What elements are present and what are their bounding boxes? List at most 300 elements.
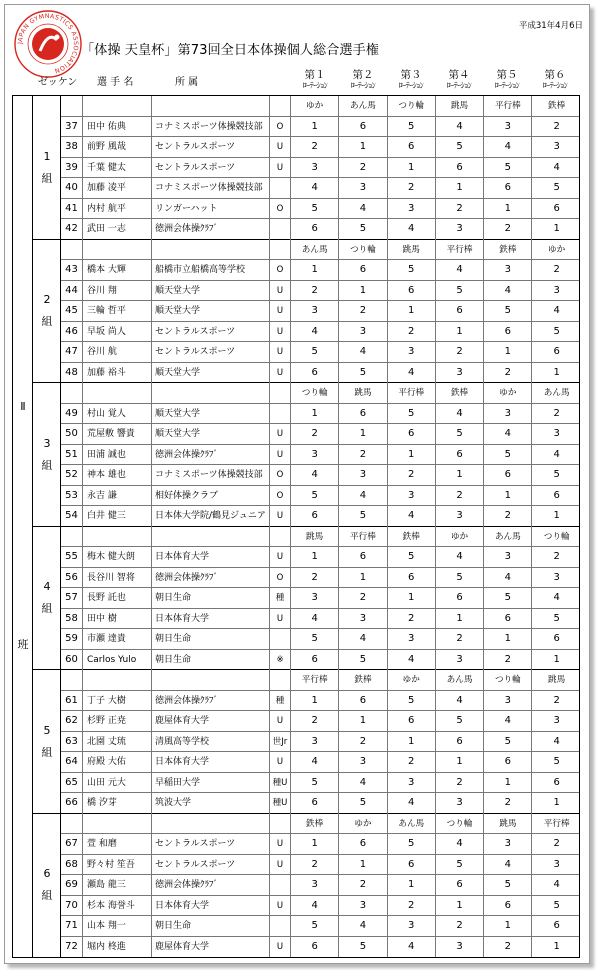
group-number: 1: [43, 149, 51, 163]
group-number: 3: [43, 436, 51, 450]
order-cell: 2: [553, 407, 560, 419]
player-affiliation: 徳洲会体操ｸﾗﾌﾞ: [152, 445, 270, 465]
order-cell: 6: [291, 937, 339, 958]
table-row: [61, 773, 580, 794]
player-affiliation: セントラルスポーツ: [152, 855, 270, 875]
order-cell: 1: [291, 117, 339, 137]
player-category: U: [270, 834, 291, 854]
order-cell: 5: [436, 855, 484, 875]
order-cell: 1: [339, 424, 387, 444]
order-cell: 2: [291, 855, 339, 875]
bib-number: 47: [61, 342, 83, 362]
order-cell: 5: [484, 875, 532, 895]
bib-number: 71: [61, 916, 83, 936]
empty-cell: [61, 240, 83, 260]
player-category: U: [270, 281, 291, 301]
player-affiliation: 徳洲会体操ｸﾗﾌﾞ: [152, 568, 270, 588]
apparatus-row: [61, 96, 580, 117]
order-cell: 4: [484, 855, 532, 875]
order-cell: 2: [436, 629, 484, 649]
player-name: 前野 風哉: [83, 137, 152, 157]
player-affiliation: 日本体育大学: [152, 752, 270, 772]
order-cell: 4: [388, 219, 436, 240]
order-cell: 3: [291, 588, 339, 608]
order-cell: 1: [291, 547, 339, 567]
order-cell: 3: [484, 260, 532, 280]
player-affiliation: セントラルスポーツ: [152, 158, 270, 178]
order-cell: 2: [388, 896, 436, 916]
order-cell: 5: [436, 711, 484, 731]
player-name: 田浦 誠也: [83, 445, 152, 465]
group-block: [33, 814, 580, 958]
order-cell: 2: [291, 568, 339, 588]
player-category: U: [270, 711, 291, 731]
column-header: [5, 69, 589, 91]
rotation-table: [12, 95, 580, 958]
order-cell: 2: [553, 694, 560, 706]
order-cell: 4: [436, 547, 484, 567]
order-cell: 3: [484, 547, 532, 567]
order-cell: 2: [291, 711, 339, 731]
order-cell: 6: [291, 363, 339, 384]
order-cell: 4: [388, 506, 436, 527]
order-cell: 3: [553, 284, 560, 296]
player-name: 村山 覚人: [83, 404, 152, 424]
apparatus-cell: つり輪: [436, 814, 484, 834]
group-label: [33, 814, 61, 958]
rotation-label: 第３: [400, 69, 422, 81]
player-name: 加藤 裕斗: [83, 363, 152, 384]
order-cell: 3: [291, 732, 339, 752]
rotation-header-3: [385, 69, 437, 91]
order-cell: 5: [436, 281, 484, 301]
player-name: 北園 丈琉: [83, 732, 152, 752]
player-name: 長谷川 智将: [83, 568, 152, 588]
bib-number: 38: [61, 137, 83, 157]
order-cell: 4: [291, 896, 339, 916]
order-cell: 2: [339, 588, 387, 608]
order-cell: 1: [291, 691, 339, 711]
player-name: 谷川 航: [83, 342, 152, 362]
order-cell: 3: [388, 199, 436, 219]
order-cell: 2: [553, 264, 560, 275]
bib-number: 41: [61, 199, 83, 219]
order-cell: 1: [484, 342, 532, 362]
empty-cell: [61, 96, 83, 116]
order-cell: 1: [484, 486, 532, 506]
order-cell: 3: [339, 465, 387, 485]
group-suffix: 組: [41, 171, 53, 185]
player-affiliation: 日本体育大学: [152, 896, 270, 916]
order-cell: 6: [553, 202, 560, 214]
order-cell: 4: [388, 793, 436, 814]
player-category: U: [270, 609, 291, 629]
rotation-label: 第５: [496, 69, 518, 81]
order-cell: 5: [553, 899, 560, 911]
order-cell: 5: [388, 117, 436, 137]
order-cell: 1: [339, 568, 387, 588]
order-cell: 6: [484, 322, 532, 342]
player-name: 加藤 凌平: [83, 178, 152, 198]
order-cell: 3: [291, 445, 339, 465]
player-category: O: [270, 568, 291, 588]
order-cell: 2: [436, 199, 484, 219]
group-label: [33, 240, 61, 383]
table-row: [61, 916, 580, 937]
order-cell: 3: [291, 158, 339, 178]
order-cell: 2: [553, 120, 560, 132]
empty-cell: [152, 814, 270, 834]
apparatus-cell: 跳馬: [484, 814, 532, 834]
player-category: [270, 178, 291, 198]
player-category: U: [270, 445, 291, 465]
empty-cell: [83, 240, 152, 260]
empty-cell: [83, 96, 152, 116]
order-cell: 1: [291, 404, 339, 424]
empty-cell: [270, 527, 291, 547]
player-category: U: [270, 752, 291, 772]
apparatus-cell: ゆか: [388, 670, 436, 690]
player-name: 長野 託也: [83, 588, 152, 608]
order-cell: 4: [484, 281, 532, 301]
bib-number: 50: [61, 424, 83, 444]
group-number: 5: [43, 723, 51, 737]
bib-number: 49: [61, 404, 83, 424]
empty-cell: [61, 383, 83, 403]
order-cell: 2: [484, 937, 532, 958]
rotation-sublabel: ﾛｰﾃｰｼｮﾝ: [494, 81, 520, 90]
order-cell: 1: [436, 178, 484, 198]
empty-cell: [83, 527, 152, 547]
player-category: 種: [270, 588, 291, 608]
order-cell: 6: [291, 506, 339, 527]
player-name: 内村 航平: [83, 199, 152, 219]
table-row: [61, 178, 580, 199]
player-category: U: [270, 896, 291, 916]
order-cell: 2: [388, 465, 436, 485]
player-name: 橋 汐芽: [83, 793, 152, 814]
rotation-label: 第４: [448, 69, 470, 81]
player-name: 梅木 健大朗: [83, 547, 152, 567]
table-row: [61, 342, 580, 363]
ban-number: Ⅱ: [20, 400, 26, 413]
player-category: U: [270, 342, 291, 362]
apparatus-cell: 鉄棒: [388, 527, 436, 547]
order-cell: 6: [291, 650, 339, 671]
order-cell: 1: [553, 653, 560, 665]
ban-label: 班: [17, 638, 29, 651]
bib-number: 61: [61, 691, 83, 711]
order-cell: 3: [388, 916, 436, 936]
apparatus-row: [61, 383, 580, 404]
order-cell: 2: [339, 158, 387, 178]
player-category: U: [270, 506, 291, 527]
player-name: 市瀬 達貴: [83, 629, 152, 649]
order-cell: 5: [291, 199, 339, 219]
apparatus-cell: あん馬: [291, 240, 339, 260]
player-affiliation: 徳洲会体操ｸﾗﾌﾞ: [152, 691, 270, 711]
player-category: U: [270, 137, 291, 157]
player-name: 田中 佑典: [83, 117, 152, 137]
order-cell: 6: [484, 896, 532, 916]
order-cell: 5: [339, 363, 387, 384]
empty-cell: [270, 814, 291, 834]
player-affiliation: リンガーハット: [152, 199, 270, 219]
player-affiliation: 順天堂大学: [152, 281, 270, 301]
apparatus-cell: 平行棒: [436, 240, 484, 260]
order-cell: 6: [553, 920, 560, 931]
order-cell: 5: [388, 547, 436, 567]
order-cell: 1: [553, 223, 560, 234]
empty-cell: [152, 96, 270, 116]
player-affiliation: コナミスポーツ体操競技部: [152, 117, 270, 137]
table-row: [61, 117, 580, 138]
player-affiliation: 日本体育大学: [152, 547, 270, 567]
player-affiliation: 日本体大学院/鶴見ジュニア: [152, 506, 270, 527]
order-cell: 6: [436, 732, 484, 752]
player-name: 萱 和磨: [83, 834, 152, 854]
order-cell: 6: [484, 609, 532, 629]
bib-number: 64: [61, 752, 83, 772]
order-cell: 4: [484, 424, 532, 444]
bib-number: 59: [61, 629, 83, 649]
empty-cell: [83, 814, 152, 834]
order-cell: 2: [436, 486, 484, 506]
table-row: [61, 486, 580, 507]
order-cell: 5: [339, 937, 387, 958]
player-affiliation: 順天堂大学: [152, 363, 270, 384]
player-affiliation: 早稲田大学: [152, 773, 270, 793]
order-cell: 5: [339, 506, 387, 527]
player-name: 山田 元大: [83, 773, 152, 793]
order-cell: 2: [484, 219, 532, 240]
bib-number: 43: [61, 260, 83, 280]
bib-number: 66: [61, 793, 83, 814]
order-cell: 6: [553, 633, 560, 644]
player-name: 瀬島 龍三: [83, 875, 152, 895]
order-cell: 3: [339, 322, 387, 342]
apparatus-cell: 跳馬: [388, 240, 436, 260]
order-cell: 6: [388, 711, 436, 731]
order-cell: 5: [339, 793, 387, 814]
table-row: [61, 219, 580, 240]
order-cell: 4: [339, 486, 387, 506]
player-name: 永吉 謙: [83, 486, 152, 506]
bib-header: ゼッケン: [38, 77, 78, 88]
order-cell: 1: [436, 896, 484, 916]
order-cell: 1: [484, 629, 532, 649]
page-title: 「体操 天皇杯」第73回全日本体操個人総合選手権: [81, 43, 379, 58]
bib-number: 37: [61, 117, 83, 137]
player-affiliation: 徳洲会体操ｸﾗﾌﾞ: [152, 219, 270, 240]
bib-number: 39: [61, 158, 83, 178]
order-cell: 3: [436, 937, 484, 958]
bib-number: 48: [61, 363, 83, 384]
group-suffix: 組: [41, 889, 53, 903]
date-label: 平成31年4月6日: [518, 21, 583, 31]
apparatus-cell: 鉄棒: [339, 670, 387, 690]
order-cell: 6: [388, 137, 436, 157]
order-cell: 6: [291, 793, 339, 814]
order-cell: 6: [339, 547, 387, 567]
bib-number: 67: [61, 834, 83, 854]
order-cell: 4: [436, 404, 484, 424]
order-cell: 2: [339, 875, 387, 895]
player-name: 武田 一志: [83, 219, 152, 240]
order-cell: 1: [484, 916, 532, 936]
apparatus-cell: ゆか: [484, 383, 532, 403]
apparatus-cell: 鉄棒: [548, 101, 566, 111]
apparatus-cell: つり輪: [291, 383, 339, 403]
player-affiliation: セントラルスポーツ: [152, 834, 270, 854]
table-row: [61, 834, 580, 855]
bib-number: 58: [61, 609, 83, 629]
order-cell: 6: [553, 346, 560, 357]
player-name: 山本 翔一: [83, 916, 152, 936]
table-row: [61, 465, 580, 486]
order-cell: 3: [553, 858, 560, 870]
bib-number: 65: [61, 773, 83, 793]
group-block: [33, 383, 580, 527]
order-cell: 4: [339, 916, 387, 936]
apparatus-cell: ゆか: [339, 814, 387, 834]
player-affiliation: 順天堂大学: [152, 424, 270, 444]
player-name: 千葉 健太: [83, 158, 152, 178]
order-cell: 5: [388, 404, 436, 424]
empty-cell: [270, 240, 291, 260]
group-number: 6: [43, 867, 51, 881]
order-cell: 6: [553, 776, 560, 788]
order-cell: 4: [436, 834, 484, 854]
order-cell: 3: [291, 875, 339, 895]
order-cell: 6: [553, 489, 560, 501]
player-affiliation: 鹿屋体育大学: [152, 711, 270, 731]
bib-number: 56: [61, 568, 83, 588]
bib-number: 46: [61, 322, 83, 342]
group-block: [33, 240, 580, 384]
group-number: 4: [43, 580, 51, 594]
order-cell: 4: [484, 568, 532, 588]
apparatus-cell: 跳馬: [436, 96, 484, 116]
apparatus-cell: つり輪: [388, 96, 436, 116]
empty-cell: [61, 670, 83, 690]
order-cell: 5: [291, 916, 339, 936]
player-category: [270, 916, 291, 936]
order-cell: 4: [339, 199, 387, 219]
group-block: [33, 527, 580, 671]
empty-cell: [83, 670, 152, 690]
order-cell: 3: [291, 301, 339, 321]
group-label: [33, 670, 61, 813]
order-cell: 4: [553, 448, 560, 460]
order-cell: 4: [388, 363, 436, 384]
order-cell: 1: [339, 855, 387, 875]
table-row: [61, 260, 580, 281]
player-name: 野々村 笙吾: [83, 855, 152, 875]
order-cell: 2: [388, 178, 436, 198]
bib-number: 42: [61, 219, 83, 240]
bib-number: 53: [61, 486, 83, 506]
apparatus-cell: つり輪: [484, 670, 532, 690]
rotation-sublabel: ﾛｰﾃｰｼｮﾝ: [302, 81, 328, 90]
order-cell: 2: [291, 424, 339, 444]
order-cell: 3: [339, 178, 387, 198]
order-cell: 3: [436, 363, 484, 384]
player-category: U: [270, 855, 291, 875]
order-cell: 2: [484, 363, 532, 384]
empty-cell: [61, 814, 83, 834]
order-cell: 3: [388, 773, 436, 793]
order-cell: 2: [339, 301, 387, 321]
order-cell: 3: [436, 650, 484, 671]
apparatus-cell: あん馬: [543, 388, 570, 398]
order-cell: 5: [553, 612, 560, 624]
order-cell: 3: [436, 506, 484, 527]
player-category: O: [270, 260, 291, 280]
bib-number: 72: [61, 937, 83, 958]
table-row: [61, 424, 580, 445]
player-name: 堀内 柊進: [83, 937, 152, 958]
empty-cell: [61, 527, 83, 547]
order-cell: 6: [484, 465, 532, 485]
rotation-sublabel: ﾛｰﾃｰｼｮﾝ: [446, 81, 472, 90]
player-category: U: [270, 937, 291, 958]
order-cell: 5: [388, 260, 436, 280]
apparatus-row: [61, 527, 580, 548]
order-cell: 1: [388, 445, 436, 465]
group-label: [33, 527, 61, 670]
player-name: 杉野 正尭: [83, 711, 152, 731]
apparatus-cell: あん馬: [436, 670, 484, 690]
order-cell: 6: [339, 404, 387, 424]
order-cell: 5: [484, 588, 532, 608]
empty-cell: [270, 96, 291, 116]
order-cell: 4: [553, 592, 560, 603]
player-category: 種: [270, 691, 291, 711]
player-name: 三輪 哲平: [83, 301, 152, 321]
group-block: [33, 96, 580, 240]
order-cell: 4: [484, 137, 532, 157]
player-name: 谷川 翔: [83, 281, 152, 301]
order-cell: 1: [388, 301, 436, 321]
bib-number: 52: [61, 465, 83, 485]
table-row: [61, 568, 580, 589]
table-row: [61, 322, 580, 343]
apparatus-cell: つり輪: [543, 531, 570, 542]
order-cell: 5: [484, 158, 532, 178]
order-cell: 3: [553, 141, 560, 152]
order-cell: 6: [388, 424, 436, 444]
order-cell: 4: [291, 609, 339, 629]
order-cell: 6: [291, 219, 339, 240]
order-cell: 4: [436, 117, 484, 137]
order-cell: 3: [484, 834, 532, 854]
player-category: [270, 875, 291, 895]
order-cell: 4: [291, 322, 339, 342]
order-cell: 2: [339, 445, 387, 465]
order-cell: 5: [553, 756, 560, 767]
order-cell: 1: [339, 281, 387, 301]
order-cell: 5: [388, 834, 436, 854]
apparatus-cell: 鉄棒: [436, 383, 484, 403]
order-cell: 5: [436, 568, 484, 588]
player-affiliation: 順天堂大学: [152, 404, 270, 424]
table-row: [61, 711, 580, 732]
bib-number: 54: [61, 506, 83, 527]
order-cell: 2: [484, 793, 532, 814]
order-cell: 1: [388, 158, 436, 178]
table-row: [61, 158, 580, 179]
